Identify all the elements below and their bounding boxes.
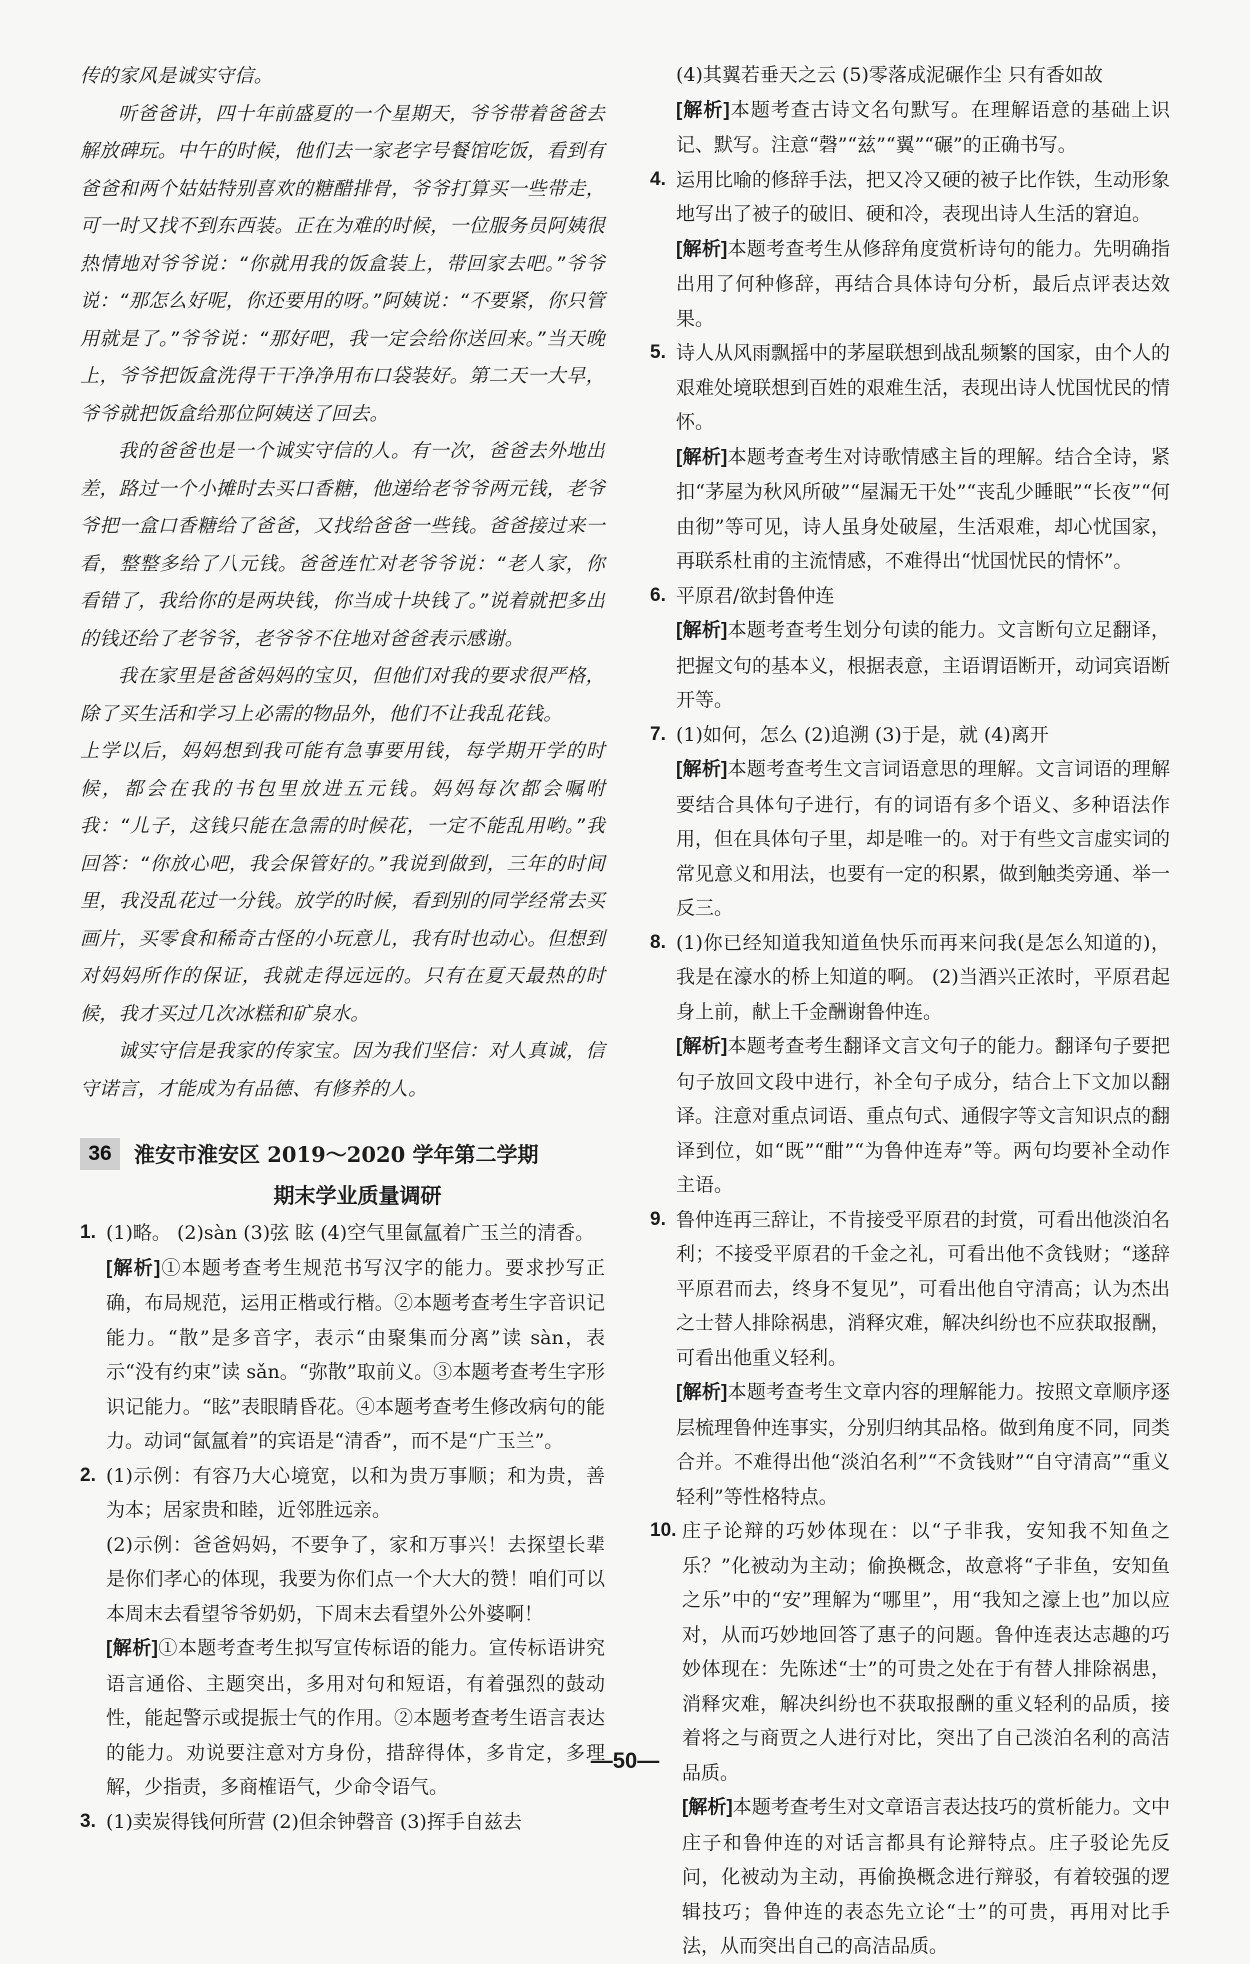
answer-text: (1)略。 (2)sàn (3)弦 眩 (4)空气里氤氲着广玉兰的清香。 <box>106 1222 595 1244</box>
question-6 <box>650 579 1170 718</box>
question-number: 4. <box>650 168 666 190</box>
analysis-text: 本题考查考生对文章语言表达技巧的赏析能力。文中庄子和鲁仲连的对话言都具有论辩特点。庄子驳论先反问，化被动为主动，再偷换概念进行辩驳，有着较强的逻辑技巧；鲁仲连的表态先立论“士”的可贵，再用对比手法，从而突出自己的高洁品质。 <box>682 1796 1170 1957</box>
left-column <box>80 58 605 1839</box>
analysis-tag: [解析] <box>676 446 728 468</box>
analysis-text: ①本题考查考生拟写宣传标语的能力。宣传标语讲究语言通俗、主题突出，多用对句和短语，有着强烈的鼓动性，能起警示或提振士气的作用。②本题考查考生语言表达的能力。劝说要注意对方身份，措辞得体，多肯定，多理解，少指责，多商榷语气，少命令语气。 <box>106 1637 605 1798</box>
section-heading <box>80 1138 605 1210</box>
analysis-text: 本题考查考生翻译文言文句子的能力。翻译句子要把句子放回文段中进行，补全句子成分，结合上下文加以翻译。注意对重点词语、重点句式、通假字等文言知识点的翻译到位，如“既”“酣”“为鲁仲连寿”等。两句均要补全动作主语。 <box>676 1035 1171 1196</box>
answer-text: 平原君/欲封鲁仲连 <box>676 584 835 607</box>
question-1 <box>80 1216 605 1459</box>
page-number: —50— <box>590 1748 660 1773</box>
essay-paragraph: 诚实守信是我家的传家宝。因为我们坚信：对人真诚，信守诺言，才能成为有品德、有修养的人。 <box>80 1040 605 1100</box>
answer-text: 运用比喻的修辞手法，把又冷又硬的被子比作铁，生动形象地写出了被子的破旧、硬和冷，表现出诗人生活的窘迫。 <box>676 168 1171 225</box>
answer-text: (1)如何，怎么 (2)追溯 (3)于是，就 (4)离开 <box>676 723 1049 746</box>
essay-paragraph: 上学以后，妈妈想到我可能有急事要用钱，每学期开学的时候，都会在我的书包里放进五元钱。妈妈每次都会嘱咐我：“儿子，这钱只能在急需的时候花，一定不能乱用哟。”我回答：“你放心吧，我会保管好的。”我说到做到，三年的时间里，我没乱花过一分钱。放学的时候，看到别的同学经常去买画片，买零食和稀奇古怪的小玩意儿，我有时也动心。但想到对妈妈所作的保证，我就走得远远的。只有在夏天最热的时候，我才买过几次冰糕和矿泉水。 <box>80 740 605 1025</box>
essay-paragraph: 我在家里是爸爸妈妈的宝贝，但他们对我的要求很严格，除了买生活和学习上必需的物品外，他们不让我乱花钱。 <box>80 665 605 725</box>
analysis-block <box>80 1251 605 1459</box>
essay-text <box>80 58 605 1108</box>
question-5 <box>650 336 1170 579</box>
analysis-block <box>650 613 1170 718</box>
question-10 <box>650 1514 1170 1964</box>
answer-text: (4)其翼若垂天之云 (5)零落成泥碾作尘 只有香如故 <box>676 64 1103 86</box>
question-number: 8. <box>650 931 666 953</box>
analysis-block <box>650 93 1170 163</box>
question-number: 9. <box>650 1208 666 1230</box>
answer-text: 诗人从风雨飘摇中的茅屋联想到战乱频繁的国家，由个人的艰难处境联想到百姓的艰难生活，表现出诗人忧国忧民的情怀。 <box>676 342 1171 433</box>
essay-paragraph: 我的爸爸也是一个诚实守信的人。有一次，爸爸去外地出差，路过一个小摊时去买口香糖，他递给老爷爷两元钱，老爷爷把一盒口香糖给了爸爸，又找给爸爸一些钱。爸爸接过来一看，整整多给了八元钱。爸爸连忙对老爷爷说：“老人家，你看错了，我给你的是两块钱，你当成十块钱了。”说着就把多出的钱还给了老爷爷，老爷爷不住地对爸爸表示感谢。 <box>80 440 605 650</box>
essay-paragraph: 传的家风是诚实守信。 <box>80 65 274 87</box>
analysis-block <box>650 440 1170 579</box>
question-number: 2. <box>80 1464 96 1486</box>
answer-text: (1)示例：有容乃大心境宽，以和为贵万事顺；和为贵，善为本；居家贵和睦，近邻胜远亲。 <box>106 1464 605 1521</box>
analysis-text: 本题考查考生对诗歌情感主旨的理解。结合全诗，紧扣“茅屋为秋风所破”“屋漏无干处”“丧乱少睡眠”“长夜”“何由彻”等可见，诗人虽身处破屋，生活艰难，却心忧国家，再联系杜甫的主流情感，不难得出“忧国忧民的情怀”。 <box>676 445 1170 572</box>
question-3-continued <box>650 58 1170 163</box>
question-number: 6. <box>650 584 666 606</box>
answer-text: (1)你已经知道我知道鱼快乐而再来问我(是怎么知道的)，我是在濠水的桥上知道的啊。 (2)当酒兴正浓时，平原君起身上前，献上千金酬谢鲁仲连。 <box>676 931 1170 1023</box>
analysis-text: 本题考查考生划分句读的能力。文言断句立足翻译，把握文句的基本义，根据表意，主语谓语断开，动词宾语断开等。 <box>676 619 1171 711</box>
analysis-block <box>650 752 1170 926</box>
question-7 <box>650 718 1170 926</box>
analysis-tag: [解析] <box>676 99 730 121</box>
analysis-tag: [解析] <box>676 620 728 641</box>
question-number: 7. <box>650 723 666 745</box>
section-subtitle: 期末学业质量调研 <box>273 1183 442 1208</box>
analysis-text: ①本题考查考生规范书写汉字的能力。要求抄写正确，布局规范，运用正楷或行楷。②本题考查考生字音识记能力。“散”是多音字，表示“由聚集而分离”读 sàn，表示“没有约束”读 sǎn。“弥散”取前义。③本题考查考生字形识记能力。“眩”表眼睛昏花。④本题考查考生修改病句的能力。动词“氤氲着”的宾语是“清香”，而不是“广玉兰”。 <box>106 1256 605 1452</box>
question-8 <box>650 926 1170 1203</box>
question-number: 1. <box>80 1222 96 1243</box>
answer-text: 庄子论辩的巧妙体现在：以“子非我，安知我不知鱼之乐？”化被动为主动；偷换概念，故意将“子非鱼，安知鱼之乐”中的“安”理解为“哪里”，用“我知之濠上也”加以应对，从而巧妙地回答了惠子的问题。鲁仲连表达志趣的巧妙体现在：先陈述“士”的可贵之处在于有替人排除祸患，消释灾难，解决纠纷也不获取报酬的重义轻利的品质，接着将之与商贾之人进行对比，突出了自己淡泊名利的高洁品质。 <box>682 1520 1170 1784</box>
analysis-tag: [解析] <box>676 1036 728 1057</box>
analysis-tag: [解析] <box>106 1257 161 1279</box>
answer-text: (1)卖炭得钱何所营 (2)但余钟磬音 (3)挥手自兹去 <box>106 1810 522 1833</box>
question-9 <box>650 1203 1170 1515</box>
question-4 <box>650 163 1170 337</box>
analysis-text: 本题考查考生从修辞角度赏析诗句的能力。先明确指出用了何种修辞，再结合具体诗句分析，最后点评表达效果。 <box>676 237 1170 330</box>
analysis-text: 本题考查古诗文名句默写。在理解语意的基础上识记、默写。注意“磬”“兹”“翼”“碾”的正确书写。 <box>676 98 1170 156</box>
analysis-tag: [解析] <box>676 1382 728 1403</box>
analysis-block <box>650 232 1170 337</box>
analysis-text: 本题考查考生文章内容的理解能力。按照文章顺序逐层梳理鲁仲连事实，分别归纳其品格。做到角度不同，同类合并。不难得出他“淡泊名利”“不贪钱财”“自守清高”“重义轻利”等性格特点。 <box>676 1381 1171 1508</box>
essay-paragraph: 听爸爸讲，四十年前盛夏的一个星期天，爷爷带着爸爸去解放碑玩。中午的时候，他们去一家老字号餐馆吃饭，看到有爸爸和两个姑姑特别喜欢的糖醋排骨，爷爷打算买一些带走，可一时又找不到东西装。正在为难的时候，一位服务员阿姨很热情地对爷爷说：“你就用我的饭盒装上，带回家去吧。”爷爷说：“那怎么好呢，你还要用的呀。”阿姨说：“不要紧，你只管用就是了。”爷爷说：“那好吧，我一定会给你送回来。”当天晚上，爷爷把饭盒洗得干干净净用布口袋装好。第二天一大早，爷爷就把饭盒给那位阿姨送了回去。 <box>80 102 605 425</box>
question-number: 10. <box>650 1520 677 1541</box>
question-3 <box>80 1805 605 1840</box>
question-number: 5. <box>650 342 666 363</box>
analysis-tag: [解析] <box>676 759 728 780</box>
analysis-text: 本题考查考生文言词语意思的理解。文言词语的理解要结合具体句子进行，有的词语有多个语义、多种语法作用，但在具体句子里，却是唯一的。对于有些文言虚实词的常见意义和用法，也要有一定的积累，做到触类旁通、举一反三。 <box>676 758 1171 919</box>
section-title: 淮安市淮安区 2019～2020 学年第二学期 <box>134 1142 539 1167</box>
analysis-block <box>650 1029 1170 1203</box>
answer-text: 鲁仲连再三辞让，不肯接受平原君的封赏，可看出他淡泊名利；不接受平原君的千金之礼，可看出他不贪钱财；“遂辞平原君而去，终身不复见”，可看出他自守清高；认为杰出之士替人排除祸患，消释灾难，解决纠纷也不应获取报酬，可看出他重义轻利。 <box>676 1208 1171 1369</box>
section-number-badge: 36 <box>80 1138 120 1170</box>
analysis-block <box>650 1375 1170 1514</box>
analysis-tag: [解析] <box>682 1797 733 1818</box>
answer-text: (2)示例：爸爸妈妈，不要争了，家和万事兴！去探望长辈是你们孝心的体现，我要为你们点一个大大的赞！咱们可以本周末去看望爷爷奶奶，下周末去看望外公外婆啊！ <box>106 1533 605 1625</box>
right-column <box>650 58 1170 1964</box>
analysis-tag: [解析] <box>676 238 728 260</box>
analysis-tag: [解析] <box>106 1638 158 1659</box>
analysis-block <box>80 1631 605 1805</box>
analysis-block <box>650 1790 1170 1964</box>
question-number: 3. <box>80 1810 96 1832</box>
